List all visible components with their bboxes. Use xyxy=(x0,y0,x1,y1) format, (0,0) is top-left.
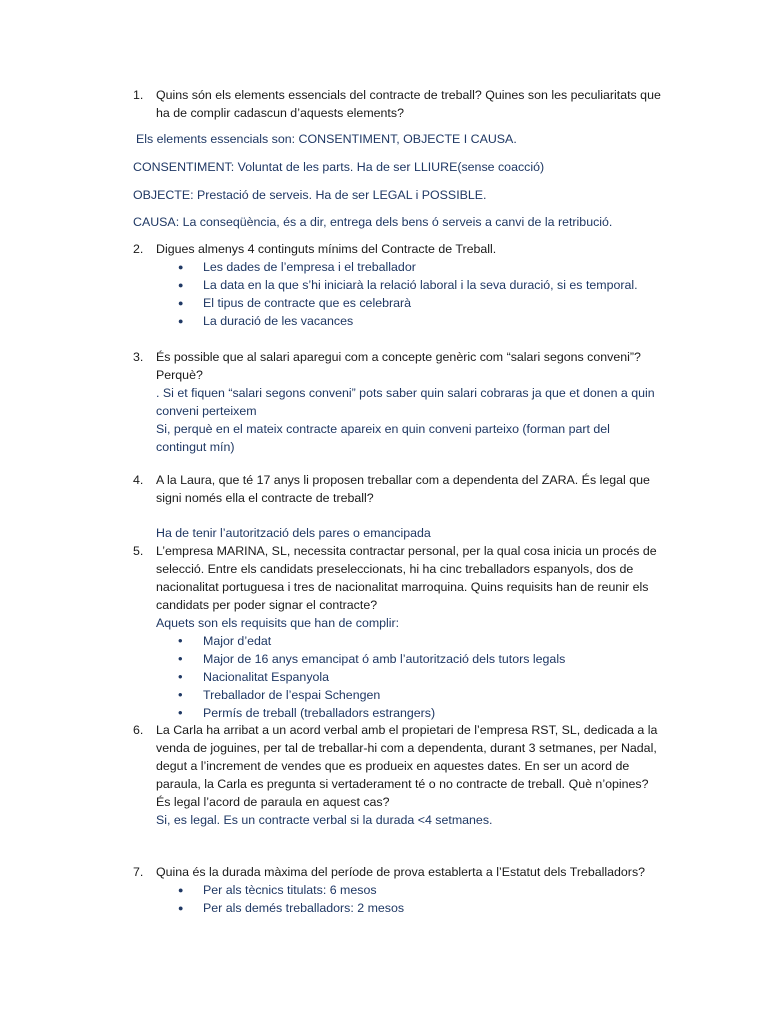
list-item: • Permís de treball (treballadors estrangers) xyxy=(178,705,436,720)
list-item: • Major d’edat xyxy=(178,633,272,648)
question-number: 2. xyxy=(133,242,144,256)
question-number: 3. xyxy=(133,350,144,364)
answer-4: Ha de tenir l’autorització dels pares o emancipada xyxy=(156,526,431,540)
question-2 xyxy=(133,240,663,330)
question-6 xyxy=(133,721,663,829)
list-item: ● Per als tècnics titulats: 6 mesos xyxy=(178,883,377,897)
answer-7-list xyxy=(133,881,663,917)
question-4 xyxy=(133,471,663,507)
answer-1-consentiment: CONSENTIMENT: Voluntat de les parts. Ha de ser LLIURE(sense coacció) xyxy=(133,160,545,174)
answer-3-b: Si, perquè en el mateix contracte apareix en quin conveni parteixo (forman part del contingut mín) xyxy=(156,422,610,454)
list-item: • Major de 16 anys emancipat ó amb l’autorització dels tutors legals xyxy=(178,651,566,666)
answer-5-intro: Aquets son els requisits que han de complir: xyxy=(156,616,400,630)
question-text: Quina és la durada màxima del període de prova establerta a l’Estatut dels Treballadors? xyxy=(156,865,646,879)
question-text: A la Laura, que té 17 anys li proposen treballar com a dependenta del ZARA. És legal que signi només ella el contracte de treball? xyxy=(156,473,650,505)
answer-1-causa: CAUSA: La conseqüència, és a dir, entrega dels bens ó serveis a canvi de la retribució. xyxy=(133,215,613,229)
question-text: Quins són els elements essencials del contracte de treball? Quines son les peculiaritats que ha de complir cadascun d’aquests elements? xyxy=(156,88,661,120)
question-number: 1. xyxy=(133,88,144,102)
question-7 xyxy=(133,863,663,917)
answer-5-list xyxy=(133,632,663,722)
question-text: Digues almenys 4 continguts mínims del Contracte de Treball. xyxy=(156,242,497,256)
question-number: 7. xyxy=(133,865,144,879)
question-5 xyxy=(133,542,663,722)
list-item: ● La data en la que s’hi iniciarà la relació laboral i la seva duració, si es temporal. xyxy=(178,278,638,292)
list-item: ● La duració de les vacances xyxy=(178,314,354,328)
question-text: La Carla ha arribat a un acord verbal amb el propietari de l’empresa RST, SL, dedicada a la venda de joguines, per tal de treballar-hi com a dependenta, durant 3 setmanes, per Nadal, degut a l’increment de vendes que es produeix en aquestes dates. En ser un acord de paraula, la Carla es pregunta si vertaderament té o no contracte de treball. Què n’opines? És legal l’acord de paraula en aquest cas? xyxy=(156,723,658,809)
question-number: 5. xyxy=(133,544,144,558)
list-item: • Treballador de l’espai Schengen xyxy=(178,687,381,702)
list-item: • Nacionalitat Espanyola xyxy=(178,669,330,684)
answer-3-a: . Si et fiquen “salari segons conveni” pots saber quin salari cobraras ja que et donen a quin conveni perteixem xyxy=(156,386,655,418)
question-number: 4. xyxy=(133,473,144,487)
question-text: És possible que al salari aparegui com a concepte genèric com “salari segons conveni”? Perquè? xyxy=(156,350,641,382)
answer-1-intro: Els elements essencials son: CONSENTIMENT, OBJECTE I CAUSA. xyxy=(136,132,517,146)
list-item: ● Les dades de l’empresa i el treballador xyxy=(178,260,416,274)
question-3 xyxy=(133,348,663,456)
list-item: ● El tipus de contracte que es celebrarà xyxy=(178,296,412,310)
answer-1-objecte: OBJECTE: Prestació de serveis. Ha de ser LEGAL i POSSIBLE. xyxy=(133,188,487,202)
answer-2-list xyxy=(133,258,663,330)
question-text: L’empresa MARINA, SL, necessita contractar personal, per la qual cosa inicia un procés de selecció. Entre els candidats preseleccionats, hi ha cinc treballadors espanyols, dos de nacionalitat portuguesa i tres de nacionalitat marroquina. Quins requisits han de reunir els candidats per poder signar el contracte? xyxy=(156,544,657,612)
answer-6: Si, es legal. Es un contracte verbal si la durada <4 setmanes. xyxy=(156,813,493,827)
question-1 xyxy=(133,86,663,122)
question-number: 6. xyxy=(133,723,144,737)
list-item: ● Per als demés treballadors: 2 mesos xyxy=(178,901,405,915)
